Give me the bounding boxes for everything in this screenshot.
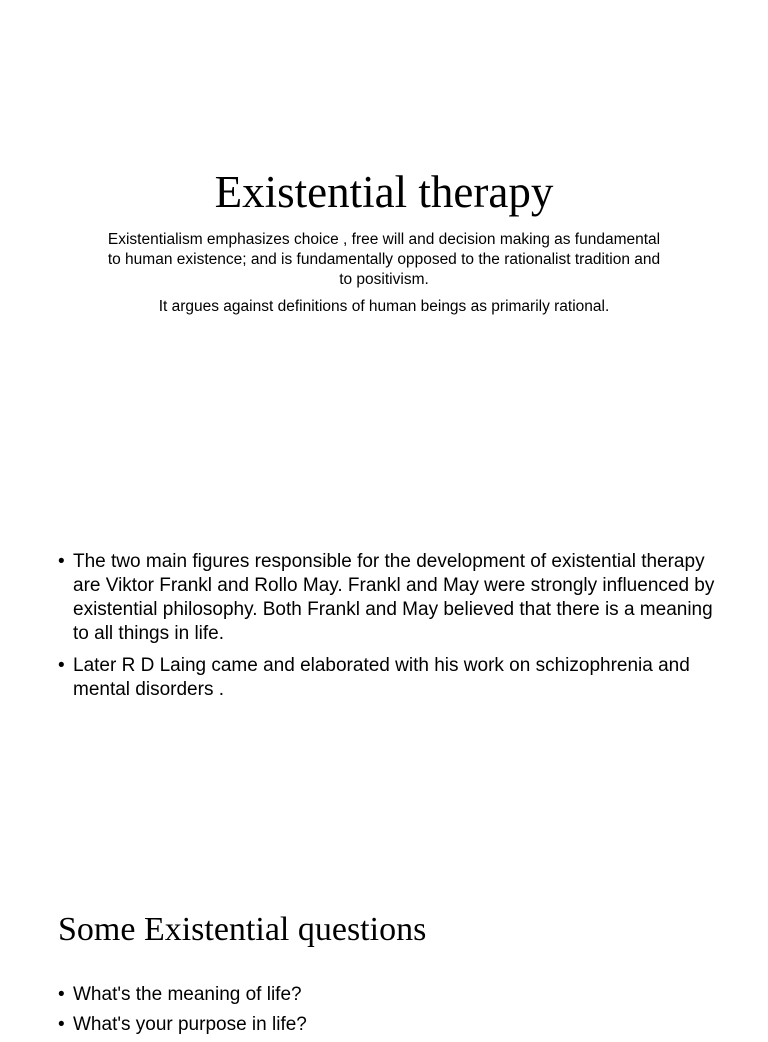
slide-2 xyxy=(0,340,768,860)
slide-3-title: Some Existential questions xyxy=(58,911,427,948)
bullet-dot-icon: • xyxy=(58,551,65,572)
bullet-dot-icon: • xyxy=(58,1014,65,1035)
bullet-dot-icon: • xyxy=(58,984,65,1005)
bullet-text: Later R D Laing came and elaborated with his work on schizophrenia and mental disorders . xyxy=(73,655,690,700)
bullet-text: What's the meaning of life? xyxy=(73,984,302,1005)
subtitle-paragraph-2: It argues against definitions of human beings as primarily rational. xyxy=(158,298,610,315)
bullet-text: What's your purpose in life? xyxy=(73,1014,307,1035)
bullet-item xyxy=(58,982,718,1008)
slide-2-bullet-list xyxy=(58,550,718,710)
slide-1 xyxy=(0,0,768,340)
slide-1-subtitle xyxy=(100,230,668,324)
bullet-item xyxy=(58,550,718,646)
bullet-text: The two main figures responsible for the development of existential therapy are Viktor Frankl and Rollo May. Frankl and May were strongly influenced by existential philosophy. Both Frankl and May believed that there is a meaning to all things in life. xyxy=(73,551,715,644)
slide-3-bullet-list xyxy=(58,982,718,1042)
slide-3 xyxy=(0,860,768,1035)
slide-1-title: Existential therapy xyxy=(214,167,554,217)
subtitle-paragraph-1: Existentialism emphasizes choice , free will and decision making as fundamental to human existence; and is fundamentally opposed to the rationalist tradition and to positivism. xyxy=(107,231,661,288)
bullet-item xyxy=(58,1012,718,1038)
bullet-dot-icon: • xyxy=(58,655,65,676)
bullet-item xyxy=(58,654,718,702)
